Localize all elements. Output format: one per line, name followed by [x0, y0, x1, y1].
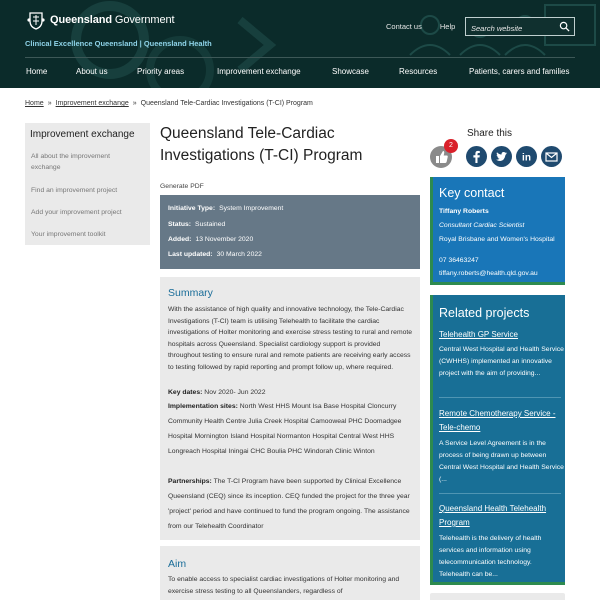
contact-email[interactable]: tiffany.roberts@health.qld.gov.au [439, 270, 538, 277]
top-links [386, 22, 455, 31]
like-count-badge: 2 [444, 139, 458, 153]
sidebar-item-toolkit[interactable]: Your improvement toolkit [31, 231, 106, 238]
svg-text:in: in [522, 152, 531, 164]
summary-key-dates: Key dates: Nov 2020- Jun 2022 [168, 389, 266, 396]
related-project-link[interactable]: Remote Chemotherapy Service - Tele-chemo [439, 409, 556, 432]
twitter-share-button[interactable] [491, 146, 512, 167]
nav-home[interactable]: Home [26, 67, 48, 76]
site-header [0, 0, 600, 88]
sidebar-item-find-project[interactable]: Find an improvement project [31, 187, 118, 194]
contact-role: Consultant Cardiac Scientist [439, 222, 525, 229]
linkedin-share-button[interactable] [516, 146, 537, 167]
sidebar [25, 123, 150, 245]
queensland-crest-icon [26, 10, 46, 30]
header-divider [25, 57, 575, 58]
summary-section [160, 277, 420, 540]
initiative-meta [160, 195, 420, 269]
facebook-share-button[interactable] [466, 146, 487, 167]
breadcrumb-home[interactable]: Home [25, 100, 44, 107]
share-title: Share this [467, 128, 513, 139]
generate-pdf-link[interactable]: Generate PDF [160, 183, 204, 190]
sidebar-item-all-about[interactable]: All about the improvement exchange [31, 153, 110, 171]
contact-name: Tiffany Roberts [439, 208, 489, 215]
key-contact-panel [430, 177, 565, 285]
related-project-description: Central West Hospital and Health Service (CWHHS) implemented an innovative project with the aim of providing... [439, 346, 564, 377]
breadcrumb [25, 100, 313, 107]
help-link[interactable]: Help [439, 22, 456, 31]
meta-status: Status: Sustained [168, 221, 226, 228]
breadcrumb-improvement-exchange[interactable]: Improvement exchange [55, 100, 129, 107]
page-title: Queensland Tele-Cardiac Investigations (T-CI) Program [160, 125, 363, 164]
nav-resources[interactable]: Resources [399, 67, 438, 76]
twitter-icon [491, 146, 512, 167]
next-panel-edge [430, 593, 565, 600]
aim-section [160, 546, 420, 600]
contact-phone[interactable]: 07 36463247 [439, 257, 479, 264]
summary-intro: With the assistance of high quality and innovative technology, the Tele-Cardiac Investigations (T-CI) team is utilising Telehealth to facilitate the cardiac investigations of Holter monitoring and exercise stress testing to rural and remote hospitals across Queensland. Specialist cardiology support is provided throughout testing to ensure rural and remote patients are receiving early access to testing followed by rapid reporting and prompt follow up, where required. [168, 306, 413, 371]
related-project-description: Telehealth is the delivery of health services and information using telecommunication technology. Telehealth can be... [439, 535, 542, 578]
nav-showcase[interactable]: Showcase [332, 67, 369, 76]
main-nav [0, 62, 600, 82]
summary-partnerships: Partnerships: The T-CI Program have been supported by Clinical Excellence Queensland (CEQ) since its inception. CEQ funded the project for the three year 'project' period and have continued to fund the program ongoing. The assistance from our Telehealth Coordinator [168, 478, 410, 530]
meta-last-updated: Last updated: 30 March 2022 [168, 251, 262, 258]
contact-organisation: Royal Brisbane and Women's Hospital [439, 236, 555, 243]
email-share-button[interactable] [541, 146, 562, 167]
related-divider [439, 493, 561, 494]
nav-improvement-exchange[interactable]: Improvement exchange [217, 67, 301, 76]
breadcrumb-separator: » [132, 100, 137, 107]
related-project-link[interactable]: Queensland Health Telehealth Program [439, 504, 547, 527]
related-project-description: A Service Level Agreement is in the process of being drawn up between Central West Hospital and Health Service (... [439, 440, 564, 483]
sidebar-item-add-project[interactable]: Add your improvement project [31, 209, 122, 216]
summary-title: Summary [168, 287, 213, 299]
facebook-icon [466, 146, 487, 167]
brand-name: Queensland Government [50, 14, 175, 26]
nav-about-us[interactable]: About us [76, 67, 108, 76]
nav-priority-areas[interactable]: Priority areas [137, 67, 185, 76]
search-input[interactable] [466, 20, 556, 37]
contact-us-link[interactable]: Contact us [386, 22, 422, 31]
related-projects-title: Related projects [439, 306, 530, 320]
linkedin-icon [516, 146, 537, 167]
brand-logo[interactable] [26, 10, 174, 30]
search-box [465, 17, 575, 36]
summary-implementation-sites: Implementation sites: North West HHS Mount Isa Base Hospital Cloncurry Community Health Centre Julia Creek Hospital Camooweal PHC Doomadgee Hospital Mornington Island Hospital Normanton Hospital Central West HHS Longreach Hospital Iningai CHC Boulia PHC Windorah Clinic Winton [168, 403, 402, 455]
related-project-link[interactable]: Telehealth GP Service [439, 330, 519, 339]
related-projects-panel [430, 295, 565, 585]
site-subtitle[interactable]: Clinical Excellence Queensland | Queensland Health [25, 39, 212, 48]
sidebar-title[interactable]: Improvement exchange [30, 129, 135, 140]
key-contact-title: Key contact [439, 186, 505, 200]
aim-text: To enable access to specialist cardiac investigations of Holter monitoring and exercise stress testing to all Queenslanders, regardless of [168, 576, 400, 595]
nav-patients-carers-families[interactable]: Patients, carers and families [469, 67, 570, 76]
email-icon [541, 146, 562, 167]
meta-added: Added: 13 November 2020 [168, 236, 254, 243]
aim-title: Aim [168, 558, 187, 570]
search-icon[interactable] [559, 21, 570, 32]
breadcrumb-current: Queensland Tele-Cardiac Investigations (T-CI) Program [140, 100, 313, 107]
related-divider [439, 397, 561, 398]
meta-initiative-type: Initiative Type: System Improvement [168, 205, 284, 212]
breadcrumb-separator: » [47, 100, 52, 107]
